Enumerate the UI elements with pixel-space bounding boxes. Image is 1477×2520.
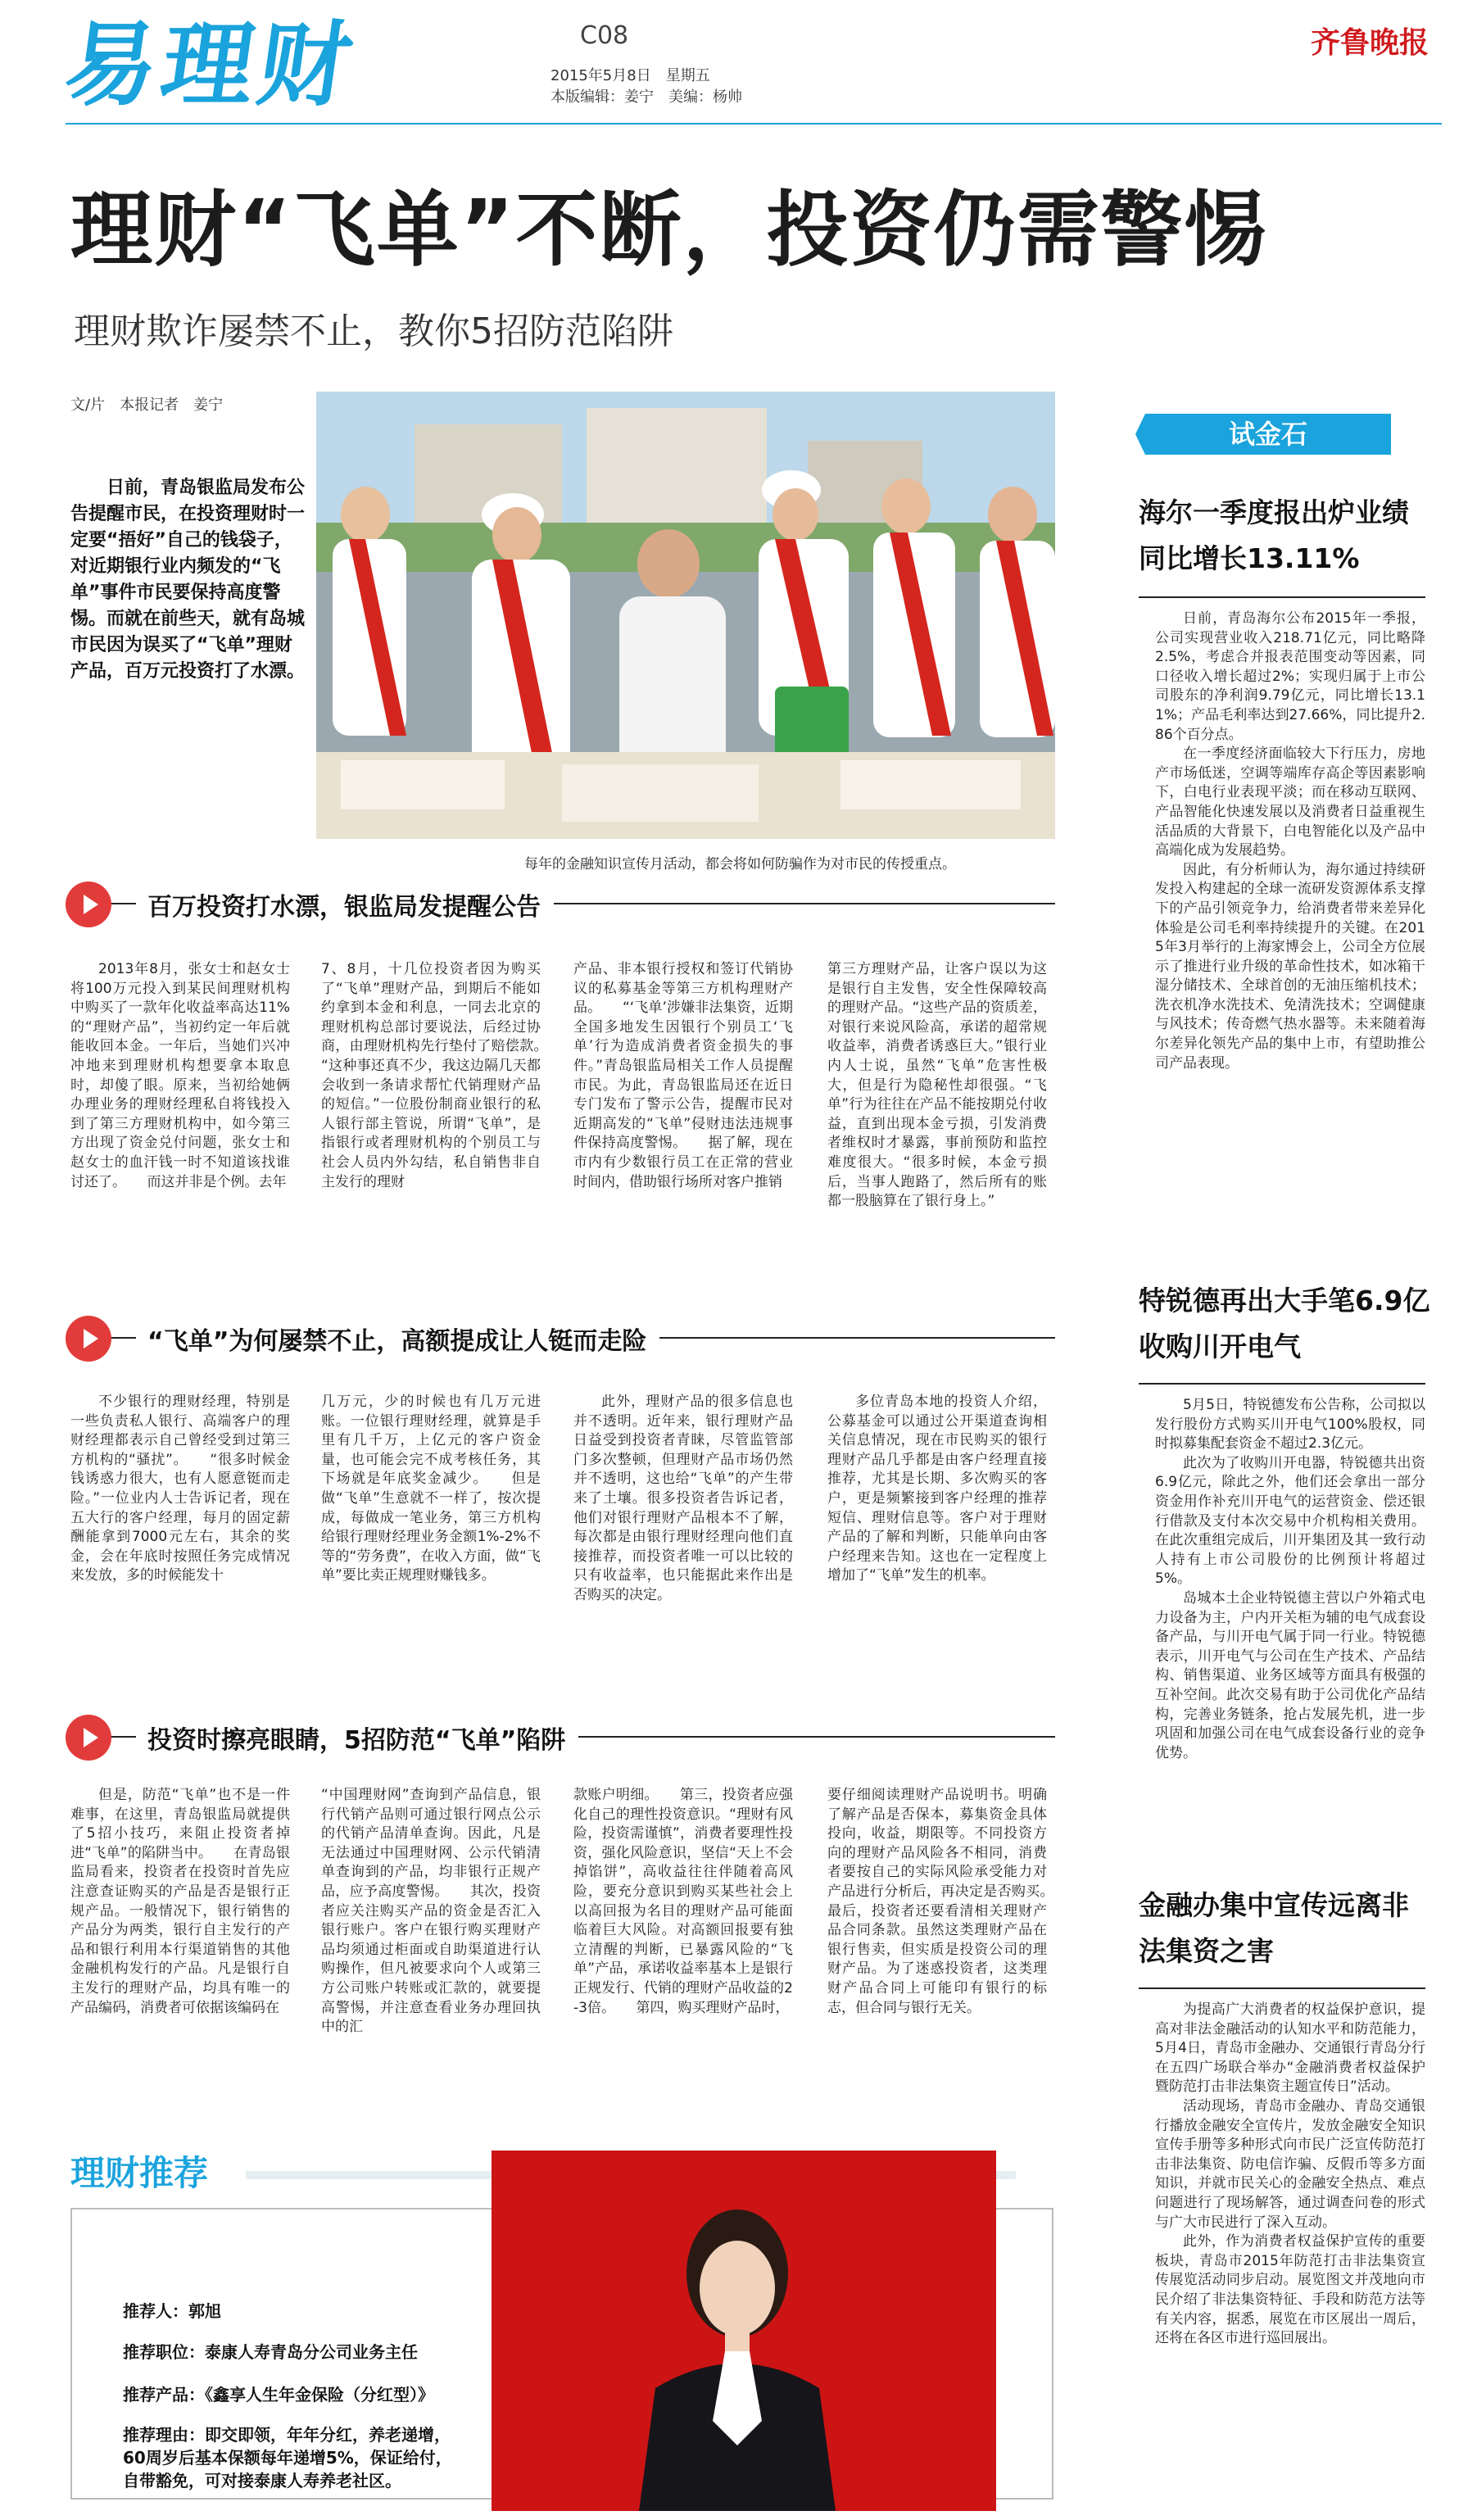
sub-headline: 理财欺诈屡禁不止，教你5招防范陷阱 — [74, 310, 673, 352]
play-arrow-icon — [66, 1316, 111, 1362]
recommender-position: 推荐职位：泰康人寿青岛分公司业务主任 — [123, 2342, 418, 2362]
lead-paragraph — [70, 475, 308, 685]
photo-illustration — [316, 392, 1055, 839]
column-text: 要仔细阅读理财产品说明书。明确了解产品是否保本，募集资金具体投向，收益，期限等。不同投资方向的理财产品风险各不相同，消费者要按自己的实际风险承受能力对产品进行分析后，再决定是否购买。 最后，投资者还要看清相关理财产品合同条款。虽然这类理财产品在银行售卖，但实质是投资公司的理财产品。为了迷惑投资者，这类理财产品合同上可能印有银行的标志，但合同与银行无关。 — [827, 1787, 1075, 2016]
story-paragraph: 活动现场，青岛市金融办、青岛交通银行播放金融安全宣传片，发放金融安全知识宣传手册等多种形式向市民广泛宣传防范打击非法集资、防电信诈骗、反假币等多方面知识，并就市民关心的金融安全热点、难点问题进行了现场解答，通过调查问卷的形式与广大市民进行了深入互动。 — [1155, 2097, 1425, 2231]
story-title: 特锐德再出大手笔6.9亿收购川开电气 — [1139, 1285, 1430, 1362]
column-text: 款账户明细。 第三，投资者应强化自己的理性投资意识。“理财有风险，投资需谨慎”，消费者要理性投资，强化风险意识，坚信“天上不会掉馅饼”，高收益往往伴随着高风险，要充分意识到购买某些社会上以高回报为名目的理财产品可能面临着巨大风险。对高额回报要有独立清醒的判断，已暴露风险的“飞单”产品，承诺收益率基本上是银行正规发行、代销的理财产品收益的2-3倍。 第四，购买理财产品时， — [573, 1787, 793, 2016]
article-column — [573, 1786, 793, 2018]
column-text: “中国理财网”查询到产品信息，银行代销产品则可通过银行网点公示的代销产品清单查询。因此，凡是无法通过中国理财网、公示代销清单查询到的产品，均非银行正规产品，应予高度警惕。 其次，投资者应关注购买产品的资金是否汇入银行账户。客户在银行购买理财产品均须通过柜面或自助渠道进行认购操作，但凡被要求向个人或第三方公司账户转账或汇款的，就要提高警惕，并注意查看业务办理回执中的汇 — [321, 1787, 541, 2036]
article-column — [321, 1786, 541, 2037]
section-title: 百万投资打水漂，银监局发提醒公告 — [136, 886, 554, 922]
article-column — [70, 1786, 290, 2018]
column-text: 但是，防范“飞单”也不是一件难事，在这里，青岛银监局就提供了5招小技巧，来阻止投资者掉进“飞单”的陷阱当中。 在青岛银监局看来，投资者在投资时首先应注意查证购买的产品是否是银行正规产品。一般情况下，银行销售的产品分为两类，银行自主发行的产品和银行利用本行渠道销售的其他金融机构发行的产品。凡是银行自主发行的理财产品，均具有唯一的产品编码，消费者可依据该编码在 — [70, 1787, 290, 2016]
lead-text: 日前，青岛银监局发布公告提醒市民，在投资理财时一定要“捂好”自己的钱袋子，对近期银行业内频发的“飞单”事件市民要保持高度警惕。而就在前些天，就有岛城市民因为误买了“飞单”理财产品，百万元投资打了水漂。 — [70, 478, 306, 682]
column-text: 产品、非本银行授权和签订代销协议的私募基金等第三方机构理财产品。 “‘飞单’涉嫌非法集资，近期全国多地发生因银行个别员工‘飞单’行为造成消费者资金损失的事件。”青岛银监局相关工作人员提醒市民。为此，青岛银监局还在近日专门发布了警示公告，提醒市民对近期高发的“飞单”侵财违法违规事件保持高度警惕。 据了解，现在市内有少数银行员工在正常的营业时间内，借助银行场所对客户推销 — [573, 961, 793, 1190]
story-paragraph: 岛城本土企业特锐德主营以户外箱式电力设备为主，户内开关柜为辅的电气成套设备产品，与川开电气属于同一行业。特锐德表示，川开电气与公司在生产技术、产品结构、销售渠道、业务区域等方面具有极强的互补空间。此次交易有助于公司优化产品结构，完善业务链条，抢占发展先机，进一步巩固和加强公司在电气成套设备行业的竞争优势。 — [1155, 1589, 1425, 1761]
main-headline: 理财“飞单”不断，投资仍需警惕 — [70, 182, 1268, 278]
news-photo — [316, 392, 1055, 839]
play-arrow-icon — [66, 882, 111, 927]
story-paragraph: 此次为了收购川开电器，特锐德共出资6.9亿元，除此之外，他们还会拿出一部分资金用作补充川开电气的运营资金、偿还银行借款及支付本次交易中介机构相关费用。在此次重组完成后，川开集团及其一致行动人持有上市公司股份的比例预计将超过5%。 — [1155, 1454, 1425, 1588]
article-column — [827, 1393, 1047, 1586]
column-text: 7、8月，十几位投资者因为购买了“飞单”理财产品，到期后不能如约拿到本金和利息，一同去北京的理财机构总部讨要说法，后经过协商，由理财机构先行垫付了赔偿款。 “这种事还真不少，我这边隔几天都会收到一条请求帮忙代销理财产品的短信。”一位股份制商业银行的私人银行部主管说，所谓“飞单”，是指银行或者理财机构的个别员工与社会人员内外勾结，私自销售非自主发行的理财 — [321, 961, 569, 1190]
article-column — [321, 960, 569, 1192]
column-text: 几万元，少的时候也有几万元进账。一位银行理财经理，就算是手里有几千万，上亿元的客户资金量，也可能会完不成考核任务，其下场就是年底奖金减少。 但是做“飞单”生意就不一样了，按次提成，每做成一笔业务，第三方机构给银行理财经理业务金额1%-2%不等的“劳务费”，在收入方面，做“飞单”要比卖正规理财赚钱多。 — [321, 1394, 541, 1584]
article-column — [827, 1786, 1075, 2018]
recommend-heading: 理财推荐 — [70, 2153, 209, 2193]
story-body — [1155, 2001, 1425, 2349]
newspaper-logo: 齐鲁晚报 — [1311, 25, 1429, 60]
sidebar-tag: 试金石 — [1145, 414, 1391, 455]
section-heading-1 — [66, 875, 1049, 932]
article-column — [827, 960, 1047, 1212]
story-paragraph: 日前，青岛海尔公布2015年一季报，公司实现营业收入218.71亿元，同比略降2.5%，考虑合并报表范围变动等因素，同口径收入增长超过2%；实现归属于上市公司股东的净利润9.79亿元，同比增长13.11%；产品毛利率达到27.66%，同比提升2.86个百分点。 — [1155, 610, 1425, 743]
section-title: 投资时擦亮眼睛，5招防范“飞单”陷阱 — [136, 1720, 578, 1756]
recommender-name: 推荐人：郭旭 — [123, 2301, 221, 2321]
column-text: 多位青岛本地的投资人介绍，公募基金可以通过公开渠道查询相关信息情况，现在市民购买的银行理财产品几乎都是由客户经理直接推荐，尤其是长期、多次购买的客户，更是频繁接到客户经理的推荐短信、理财信息等。客户对于理财产品的了解和判断，只能单向由客户经理来告知。这也在一定程度上增加了“飞单”发生的机率。 — [827, 1394, 1047, 1584]
recommended-product: 推荐产品：《鑫享人生年金保险（分红型）》 — [123, 2385, 434, 2404]
story-rule — [1139, 1383, 1425, 1385]
page-number: C08 — [580, 21, 629, 50]
section-heading-3 — [66, 1708, 1049, 1765]
section-masthead: 易理财 — [57, 12, 364, 119]
story-body — [1155, 610, 1425, 1073]
recommender-portrait — [492, 2151, 996, 2511]
article-column — [573, 960, 793, 1192]
column-text: 2013年8月，张女士和赵女士将100万元投入到某民间理财机构中购买了一款年化收益率高达11%的“理财产品”，当初约定一年后就能收回本金。一年后，当她们兴冲冲地来到理财机构想要拿本取息时，却傻了眼。原来，当初给她俩办理业务的理财经理私自将钱投入到了第三方理财机构中，如今第三方出现了资金兑付问题，张女士和赵女士的血汗钱一时不知道该找谁讨还了。 而这并非是个例。去年 — [70, 961, 290, 1190]
column-text: 此外，理财产品的很多信息也并不透明。近年来，银行理财产品日益受到投资者青睐，尽管监管部门多次整顿，但理财产品市场仍然并不透明，这也给“飞单”的产生带来了土壤。很多投资者告诉记者，他们对银行理财产品根本不了解，每次都是由银行理财经理向他们直接推荐，而投资者唯一可以比较的只有收益率，也只能据此来作出是否购买的决定。 — [573, 1394, 793, 1603]
issue-date: 2015年5月8日 星期五 — [550, 67, 710, 84]
story-body — [1155, 1396, 1425, 1763]
section-title: “飞单”为何屡禁不止，高额提成让人铤而走险 — [136, 1321, 659, 1357]
story-title: 金融办集中宣传远离非法集资之害 — [1139, 1889, 1409, 1967]
story-paragraph: 5月5日，特锐德发布公告称，公司拟以发行股份方式购买川开电气100%股权，同时拟募集配套资金不超过2.3亿元。 — [1155, 1397, 1425, 1453]
header-divider — [66, 123, 1442, 125]
editor-credits: 本版编辑：姜宁 美编：杨帅 — [550, 88, 742, 106]
story-rule — [1139, 1987, 1425, 1989]
article-column — [70, 960, 290, 1192]
section-heading-2 — [66, 1309, 1049, 1367]
article-column — [321, 1393, 541, 1586]
article-column — [70, 1393, 290, 1586]
portrait-illustration — [492, 2151, 996, 2511]
byline: 文/片 本报记者 姜宁 — [70, 397, 224, 414]
story-title: 海尔一季度报出炉业绩同比增长13.11% — [1139, 496, 1409, 574]
story-paragraph: 在一季度经济面临较大下行压力，房地产市场低迷，空调等端库存高企等因素影响下，白电行业表现平淡；而在移动互联网、产品智能化快速发展以及消费者日益重视生活品质的大背景下，白电智能化以及产品中高端化成为发展趋势。 — [1155, 746, 1425, 859]
story-rule — [1139, 596, 1425, 598]
photo-caption: 每年的金融知识宣传月活动，都会将如何防骗作为对市民的传授重点。 — [524, 856, 956, 872]
story-paragraph: 为提高广大消费者的权益保护意识，提高对非法金融活动的认知水平和防范能力，5月4日，青岛市金融办、交通银行青岛分行在五四广场联合举办“金融消费者权益保护暨防范打击非法集资主题宣传日”活动。 — [1155, 2001, 1425, 2096]
story-paragraph: 此外，作为消费者权益保护宣传的重要板块，青岛市2015年防范打击非法集资宣传展览活动同步启动。展览图文并茂地向市民介绍了非法集资特征、手段和防范方法等有关内容，据悉，展览在市区展出一周后，还将在各区市进行巡回展出。 — [1155, 2233, 1425, 2347]
column-text: 不少银行的理财经理，特别是一些负责私人银行、高端客户的理财经理都表示自己曾经受到过第三方机构的“骚扰”。 “很多时候金钱诱惑力很大，也有人愿意铤而走险。”一位业内人士告诉记者，现在五大行的客户经理，每月的固定薪酬能拿到7000元左右，其余的奖金，会在年底时按照任务完成情况来发放，多的时候能发十 — [70, 1394, 290, 1584]
play-arrow-icon — [66, 1715, 111, 1761]
story-paragraph: 因此，有分析师认为，海尔通过持续研发投入构建起的全球一流研发资源体系支撑下的产品引领竞争力，给消费者带来差异化体验是公司毛利率持续提升的关键。在2015年3月举行的上海家博会上，公司全方位展示了推进行业升级的革命性技术，如冰箱干湿分储技术、全球首创的无油压缩机技术；洗衣机净水洗技术、免清洗技术；空调健康与风技术；传奇燃气热水器等。未来随着海尔差异化领先产品的集中上市，有望助推公司产品表现。 — [1155, 861, 1425, 1072]
recommend-reason: 推荐理由：即交即领，年年分红，养老递增，60周岁后基本保额每年递增5%，保证给付，自带豁免，可对接泰康人寿养老社区。 — [123, 2425, 452, 2491]
column-text: 第三方理财产品，让客户误以为这是银行自主发售，安全性保障较高的理财产品。“这些产品的资质差，对银行来说风险高，承诺的超常规收益率，消费者诱惑巨大。”银行业内人士说，虽然“飞单”危害性极大，但是行为隐秘性却很强。“飞单”行为往往在产品不能按期兑付收益，直到出现本金亏损，引发消费者维权时才暴露，事前预防和监控难度很大。“很多时候，本金亏损后，当事人跑路了，然后所有的账都一股脑算在了银行身上。” — [827, 961, 1047, 1210]
article-column — [573, 1393, 793, 1606]
